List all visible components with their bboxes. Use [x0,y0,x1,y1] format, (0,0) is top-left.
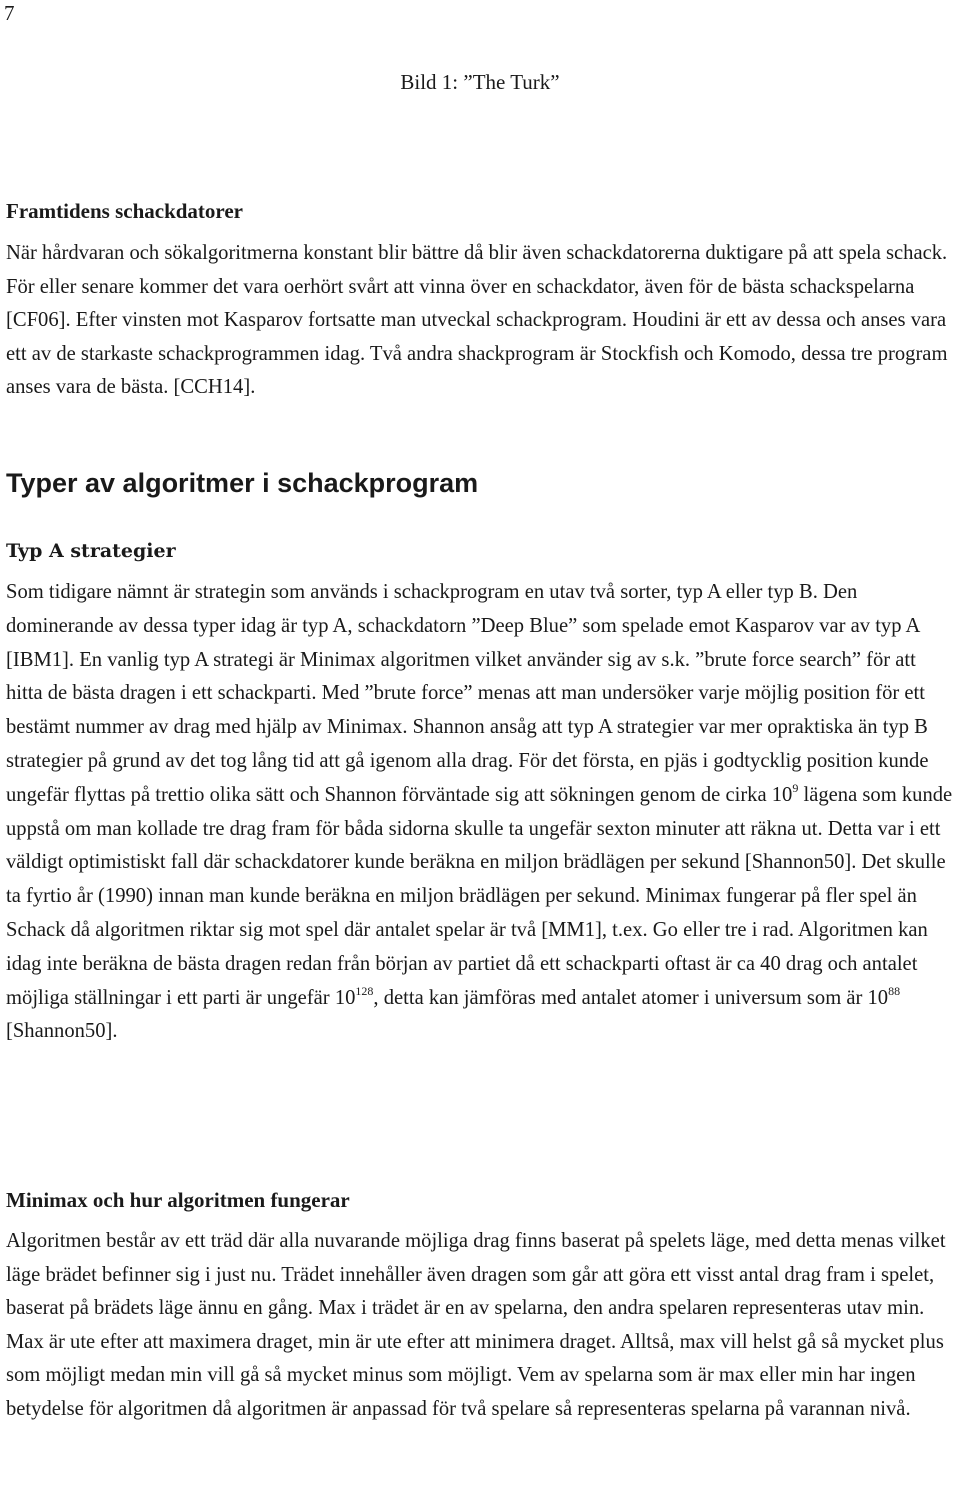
section-minimax-heading-block [6,1186,956,1214]
section-heading-minimax: Minimax och hur algoritmen fungerar [6,1188,350,1212]
paragraph-typ-a [6,576,956,1049]
page-number: 7 [4,1,15,25]
typ-a-text-2: lägena som kunde uppstå om man kollade tre drag fram för båda sidorna skulle ta ungefär sexton minuter att räkna ut. Detta var i ett väldigt optimistiskt fall där schackdatorer kunde beräkna en miljon brädlägen per sekund [Shannon50]. Det skulle ta fyrtio år (1990) innan man kunde beräkna en miljon brädlägen per sekund. Minimax fungerar på fler spel än Schack då algoritmen riktar sig mot spel där antalet spelar är två [MM1], t.ex. Go eller tre i rad. Algoritmen kan idag inte beräkna de bästa dragen redan från början av partiet då ett schackparti oftast är ca 40 drag och antalet möjliga ställningar i ett parti är ungefär 10 [6,783,953,1009]
typ-a-text-1: Som tidigare nämnt är strategin som används i schackprogram en utav två sorter, typ A eller typ B. Den dominerande av dessa typer idag är typ A, schackdatorn ”Deep Blue” som spelade emot Kasparov var av typ A [IBM1]. En vanlig typ A strategi är Minimax algoritmen vilket använder sig av s.k. ”brute force search” för att hitta de bästa dragen i ett schackparti. Med ”brute force” menas att man undersöker varje möjlig position för ett bestämt nummer av drag med hjälp av Minimax. Shannon ansåg att typ A strategier var mer opraktiska än typ B strategier på grund av det tog lång tid att gå igenom alla drag. För det första, en pjäs i godtycklig position kunde ungefär flyttas på trettio olika sätt och Shannon förväntade sig att sökningen genom de cirka 10 [6,581,929,806]
section-minimax-body-block [6,1225,956,1427]
section-heading-framtidens: Framtidens schackdatorer [6,199,243,223]
typ-a-text-3: , detta kan jämföras med antalet atomer i universum som är 10 [373,986,889,1009]
exponent-128: 128 [355,983,374,998]
paragraph-minimax: Algoritmen består av ett träd där alla nuvarande möjliga drag finns baserat på spelets läge, med detta menas vilket läge brädet befinner sig i just nu. Trädet innehåller även dragen som går att göra ett visst antal drag fram i spelet, baserat på brädets läge ännu en gång. Max i trädet är en av spelarna, den andra spelaren representeras utav min. Max är ute efter att maximera draget, min är ute efter att minimera draget. Alltså, max vill helst gå så mycket plus som möjligt medan min vill gå så mycket minus som möjligt. Vem av spelarna som är max eller min har ingen betydelse för algoritmen då algoritmen är anpassad för två spelare så representeras spelarna på varannan nivå. [6,1230,946,1420]
section-framtidens-heading-block [6,197,956,225]
paragraph-framtidens: När hårdvaran och sökalgoritmerna konstant blir bättre då blir även schackdatorerna duktigare på att spela schack. För eller senare kommer det vara oerhört svårt att vinna över en schackdator, även för de bästa schackspelarna [CF06]. Efter vinsten mot Kasparov fortsatte man utveckal schackprogram. Houdini är ett av dessa och anses vara ett av de starkaste schackprogrammen idag. Två andra shackprogram är Stockfish och Komodo, dessa tre program anses vara de bästa. [CCH14]. [6,242,948,399]
section-framtidens-body-block [6,237,956,405]
section-typ-a-body-block [6,576,956,1049]
section-typer-heading-block [6,466,956,500]
exponent-9: 9 [792,780,799,795]
typ-a-text-4: [Shannon50]. [6,1020,118,1043]
section-typ-a-heading-block [6,537,956,565]
exponent-88: 88 [888,983,901,998]
section-heading-typer: Typer av algoritmer i schackprogram [6,468,479,498]
section-heading-typ-a: Typ A strategier [6,540,176,562]
figure-caption: Bild 1: ”The Turk” [400,70,560,94]
